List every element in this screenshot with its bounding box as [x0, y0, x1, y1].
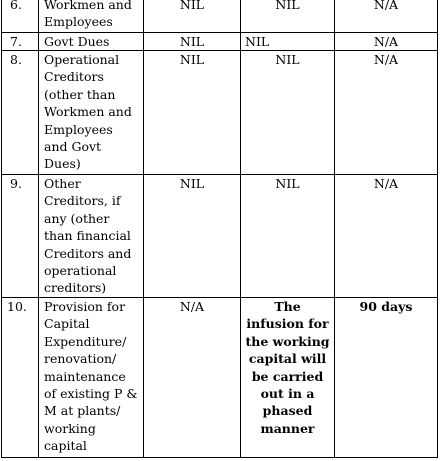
column-divider [143, 0, 144, 458]
col3-value: NIL [179, 176, 205, 191]
item-line: Workmen and [44, 0, 132, 12]
col3-value: NIL [179, 52, 205, 67]
column-divider [1, 0, 2, 458]
col4-value: NIL [245, 34, 270, 49]
col3-value: NIL [179, 0, 205, 12]
item-line: Expenditure/ [44, 333, 127, 349]
col4-value: NIL [275, 176, 300, 191]
col5-value: N/A [373, 176, 399, 191]
row-item [44, 51, 132, 173]
row-divider [1, 457, 438, 458]
item-line: and Govt [44, 139, 102, 155]
row-item: Govt Dues [44, 34, 110, 49]
row-number: 7. [10, 34, 22, 49]
item-line: Creditors and [44, 245, 132, 261]
col4-line: out in a [260, 386, 315, 402]
col4-value: NIL [275, 0, 300, 12]
row-item [44, 0, 132, 31]
col4-line: manner [260, 420, 315, 436]
column-divider [38, 0, 39, 458]
item-line: creditors) [44, 280, 107, 296]
column-divider [437, 0, 438, 458]
item-line: operational [44, 263, 117, 279]
col4-line: capital will [248, 351, 327, 367]
col4-line: The [274, 299, 301, 314]
item-line: of existing P & [44, 386, 138, 402]
column-divider [334, 0, 335, 458]
item-line: maintenance [44, 368, 126, 384]
item-line: M at plants/ [44, 403, 121, 419]
col4-line: phased [262, 403, 313, 419]
col5-value: N/A [373, 52, 399, 67]
item-line: Capital [44, 316, 90, 332]
item-line: (other than [44, 86, 116, 102]
item-line: Employees [44, 14, 113, 30]
col4-line: be carried [251, 368, 324, 384]
col4-line: infusion for [246, 316, 329, 332]
row-item [44, 298, 138, 455]
col4-line: the working [245, 333, 330, 349]
item-line: than financial [44, 228, 131, 244]
row-number: 10. [7, 299, 27, 314]
item-line: any (other [44, 210, 110, 226]
item-line: Workmen and [44, 104, 132, 120]
col4-value [241, 298, 334, 437]
item-line: Operational [44, 52, 120, 67]
col3-value: NIL [179, 34, 205, 49]
item-line: Creditors, if [44, 193, 121, 209]
item-line: Creditors [44, 69, 104, 85]
item-line: Employees [44, 121, 113, 137]
item-line: capital [44, 438, 87, 454]
col5-value: 90 days [359, 299, 413, 314]
col3-value: N/A [179, 299, 205, 314]
row-number: 8. [10, 52, 22, 67]
item-line: Dues) [44, 156, 81, 172]
row-number: 6. [10, 0, 22, 12]
col5-value: N/A [373, 34, 399, 49]
col4-value: NIL [275, 52, 300, 67]
item-line: Provision for [44, 299, 126, 314]
row-number: 9. [10, 176, 22, 191]
item-line: working [44, 420, 96, 436]
col5-value: N/A [373, 0, 399, 12]
row-item [44, 175, 131, 297]
item-line: renovation/ [44, 351, 117, 367]
item-line: Other [44, 176, 81, 191]
